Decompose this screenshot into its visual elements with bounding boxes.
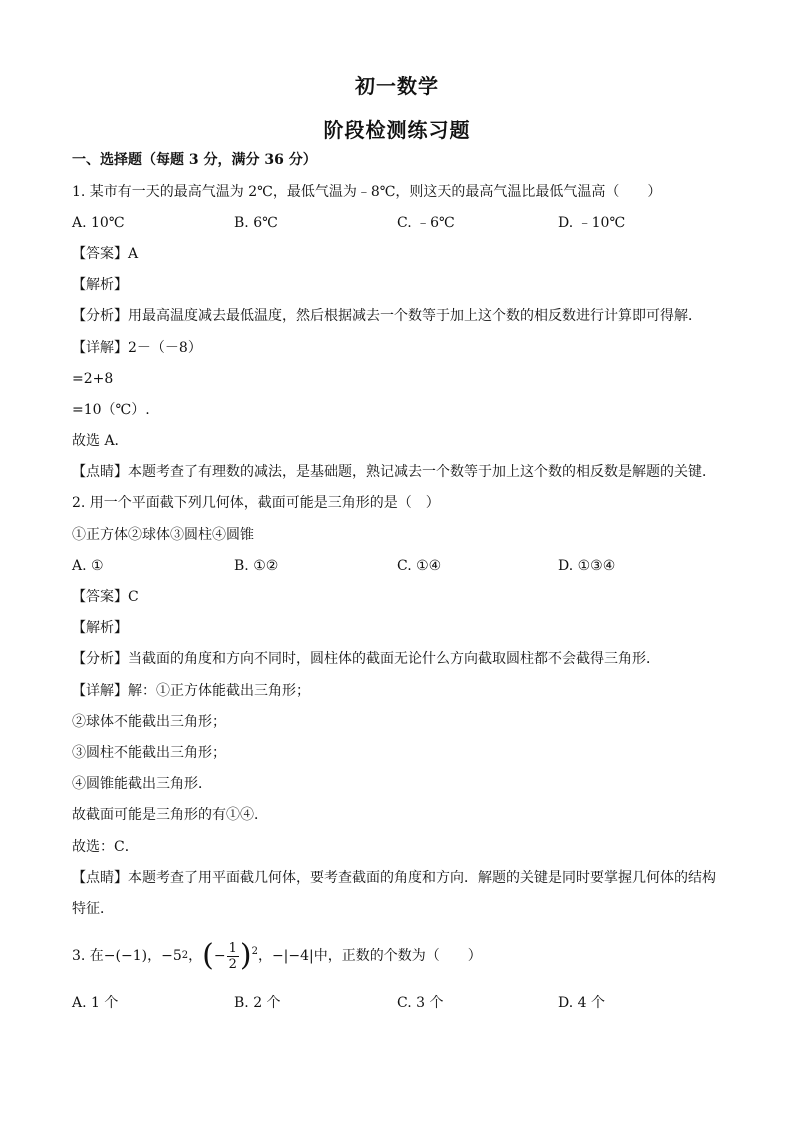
- q3-prefix: 3. 在−(−1)，−5: [72, 948, 182, 964]
- q1-option-c: C. ﹣6℃: [397, 215, 455, 231]
- q2-detail-line: 【详解】解：①正方体能截出三角形；: [72, 683, 310, 699]
- q2-option-a: A. ①: [72, 558, 104, 574]
- q2-option-c: C. ①④: [397, 558, 442, 574]
- q1-answer: 【答案】A: [72, 246, 139, 262]
- q3-suffix: ，−|−4|中，正数的个数为（ ）: [257, 948, 482, 964]
- q3-exp1: 2: [181, 950, 189, 961]
- q2-option-d: D. ①③④: [558, 558, 616, 574]
- q2-fenxi: 【分析】当截面的角度和方向不同时，圆柱体的截面无论什么方向截取圆柱都不会截得三角形．: [72, 651, 660, 667]
- q1-option-b: B. 6℃: [234, 215, 278, 231]
- doc-subtitle: 阶段检测练习题: [323, 118, 471, 142]
- q3-sep: ，: [188, 948, 203, 964]
- q1-option-d: D. ﹣10℃: [558, 215, 626, 231]
- q3-option-b: B. 2 个: [234, 995, 281, 1011]
- q1-detail-line: 故选 A．: [72, 433, 129, 449]
- q2-option-b: B. ①②: [234, 558, 279, 574]
- q3-exp2: 2: [251, 945, 258, 957]
- q3-frac-sign: −: [213, 948, 226, 964]
- q2-detail-line: 故选：C．: [72, 839, 139, 855]
- q2-detail-line: 故截面可能是三角形的有①④．: [72, 807, 268, 823]
- q2-detail-line: ③圆柱不能截出三角形；: [72, 745, 226, 761]
- q1-option-a: A. 10℃: [72, 215, 125, 231]
- q2-detail-line: ④圆锥能截出三角形．: [72, 776, 212, 792]
- q3-frac-den: 2: [228, 956, 237, 972]
- q1-detail-line: 【详解】2－（－8）: [72, 340, 202, 356]
- q3-frac-num: 1: [228, 940, 237, 956]
- q2-dianjing: 【点睛】本题考查了用平面截几何体，要考查截面的角度和方向．解题的关键是同时要掌握几何体的结构: [72, 870, 716, 886]
- q2-analysis-heading: 【解析】: [72, 620, 128, 636]
- q2-dianjing-cont: 特征．: [72, 901, 114, 917]
- q1-dianjing: 【点睛】本题考查了有理数的减法，是基础题，熟记减去一个数等于加上这个数的相反数是解题的关键．: [72, 464, 716, 480]
- q3-option-d: D. 4 个: [558, 995, 605, 1011]
- q2-answer: 【答案】C: [72, 589, 139, 605]
- q1-detail-line: =2+8: [72, 371, 114, 387]
- q3-fraction: [227, 941, 239, 972]
- section-heading: 一、选择题（每题 3 分，满分 36 分）: [72, 152, 317, 168]
- q2-detail-line: ②球体不能截出三角形；: [72, 714, 226, 730]
- q1-analysis-heading: 【解析】: [72, 277, 128, 293]
- q3-option-c: C. 3 个: [397, 995, 444, 1011]
- q2-stem: 2. 用一个平面截下列几何体，截面可能是三角形的是（ ）: [72, 495, 440, 511]
- q1-stem: 1. 某市有一天的最高气温为 2℃，最低气温为﹣8℃，则这天的最高气温比最低气温高（ ）: [72, 184, 662, 200]
- q2-items: ①正方体②球体③圆柱④圆锥: [72, 527, 254, 543]
- doc-title: 初一数学: [355, 74, 439, 98]
- q1-detail-line: =10（℃）.: [72, 402, 150, 418]
- q1-fenxi: 【分析】用最高温度减去最低温度，然后根据减去一个数等于加上这个数的相反数进行计算即可得解．: [72, 308, 702, 324]
- q3-fraction-power: ( − $\frac{1}{2}$ ) $^2$: [202, 938, 258, 973]
- q3-stem: [72, 934, 482, 978]
- q3-option-a: A. 1 个: [72, 995, 119, 1011]
